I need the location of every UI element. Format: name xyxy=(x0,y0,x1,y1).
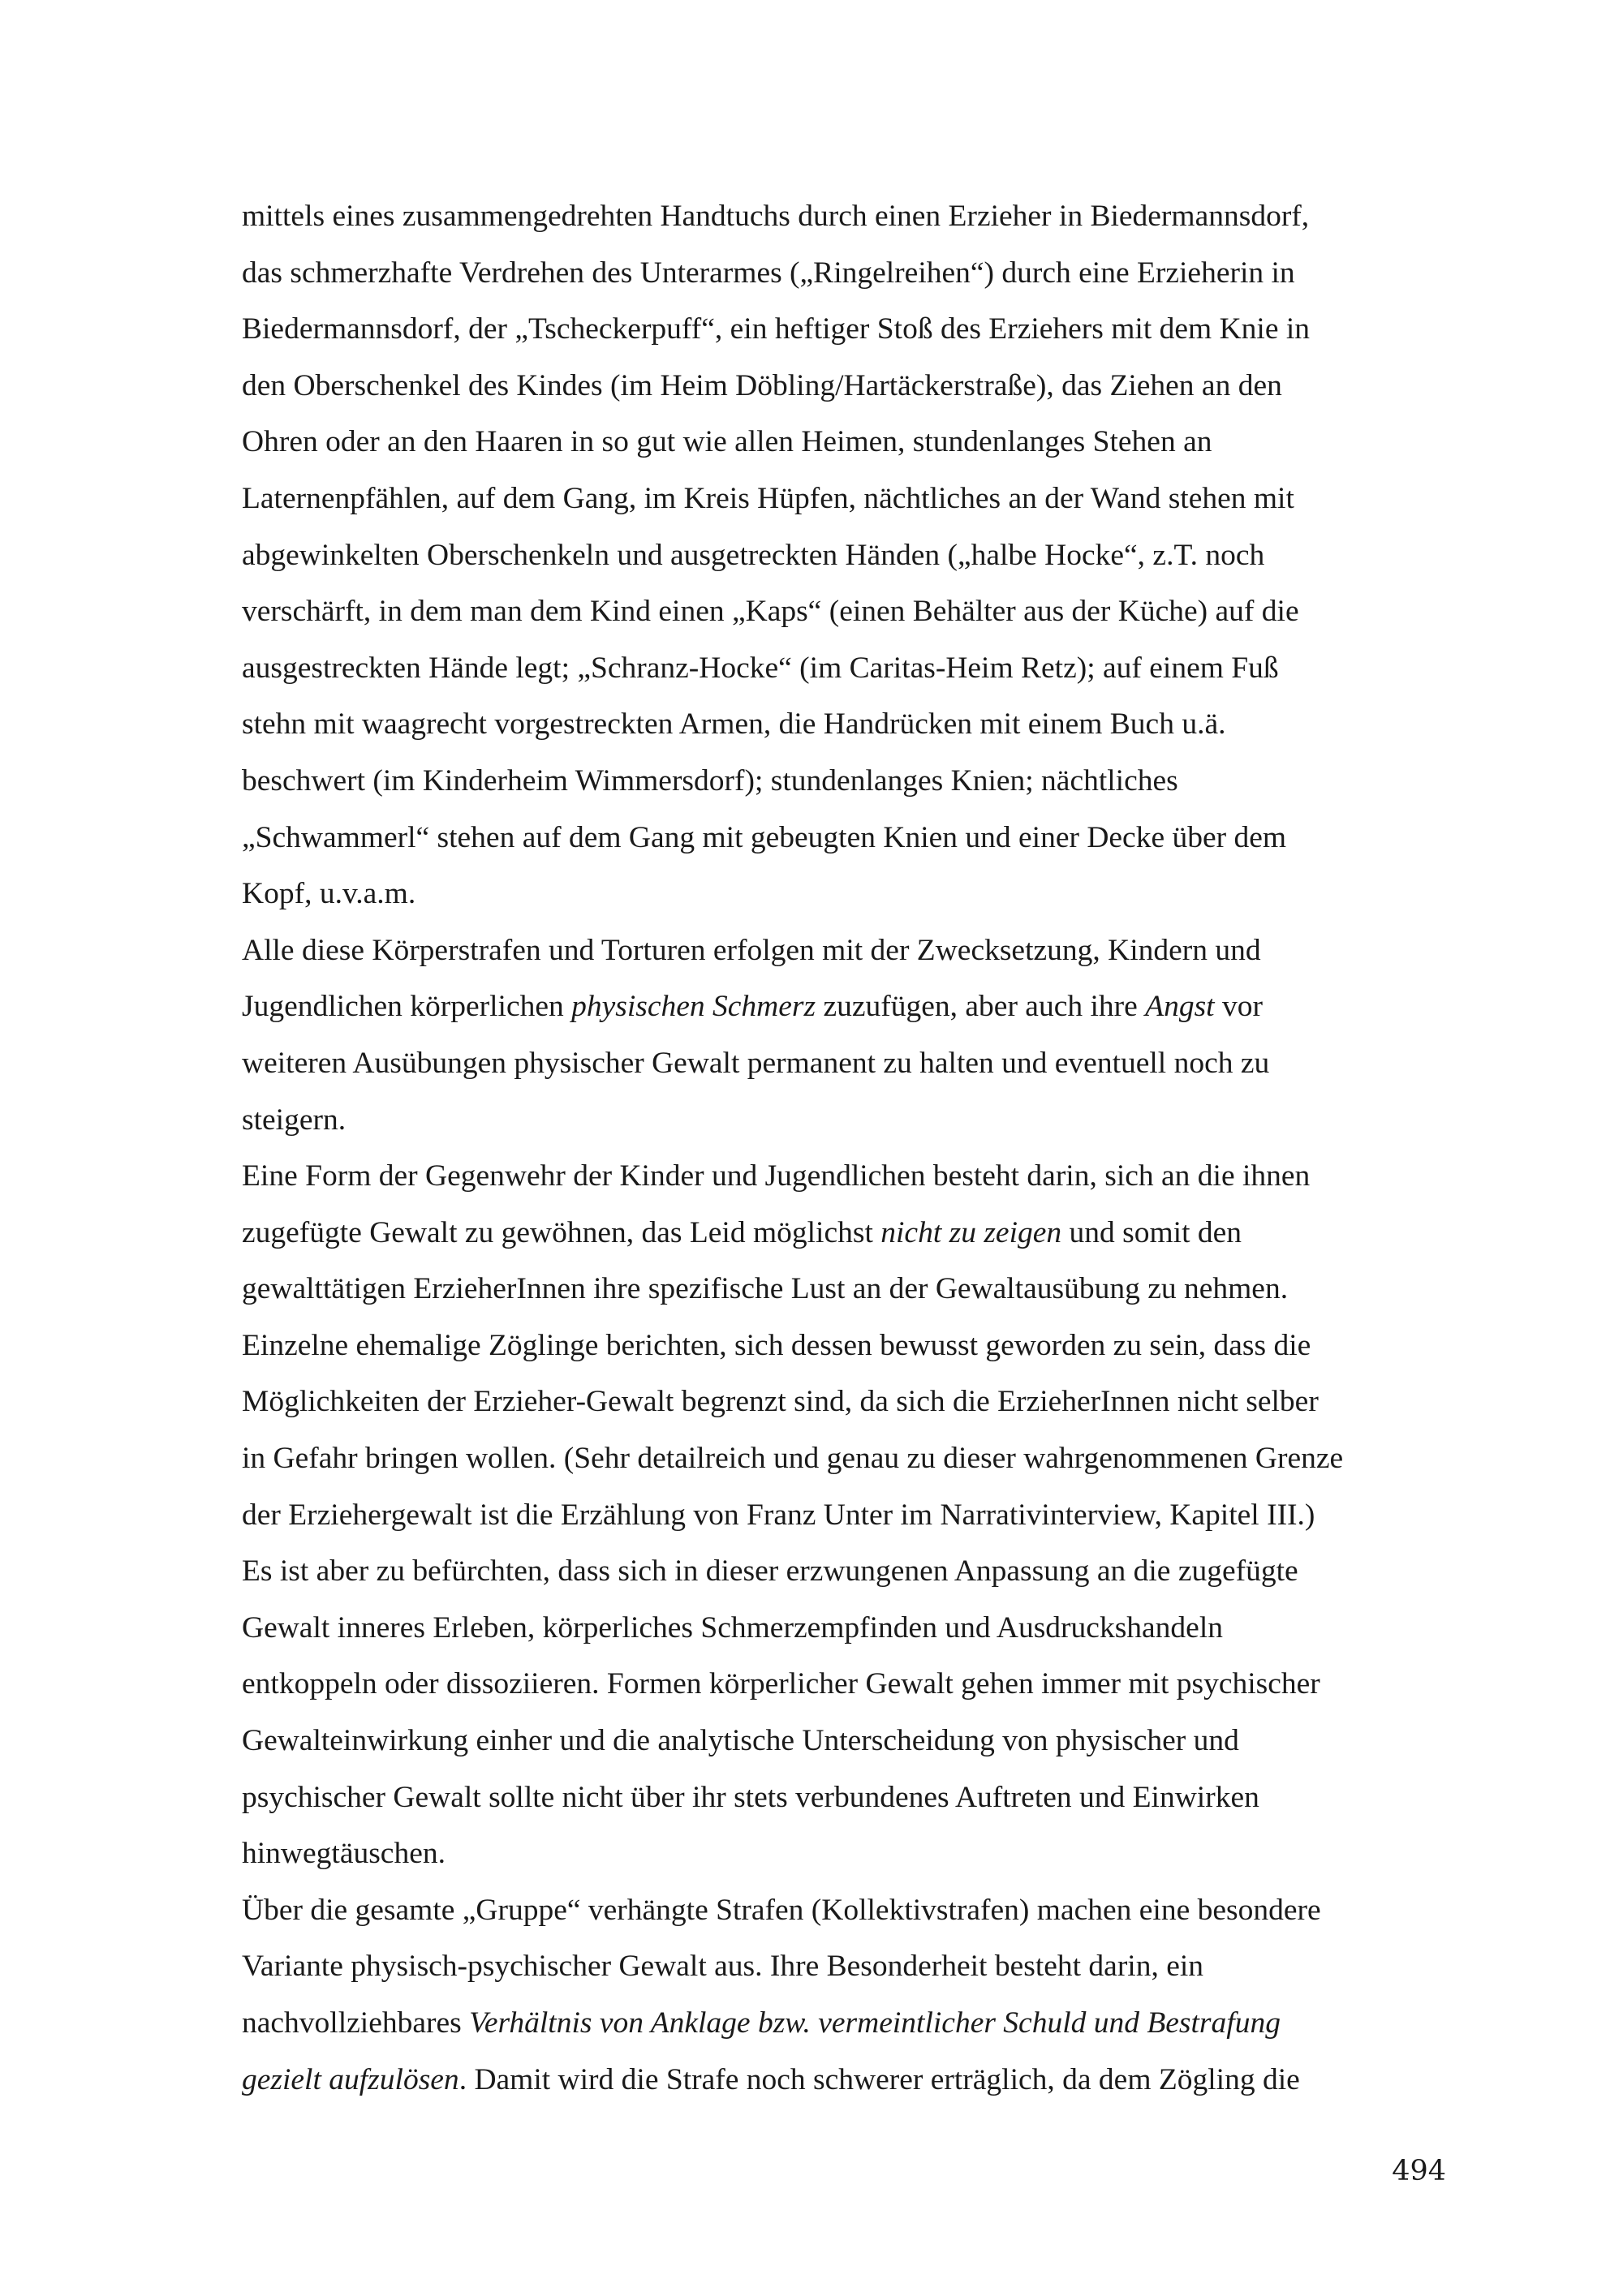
text-line xyxy=(242,866,1441,922)
text-line xyxy=(242,1882,1441,1939)
text-line xyxy=(242,1035,1441,1092)
text-line xyxy=(242,1374,1441,1430)
text-run: gewalttätigen ErzieherInnen ihre spezifische Lust an der Gewaltausübung zu nehmen. xyxy=(242,1272,1289,1306)
text-run: hinwegtäuschen. xyxy=(242,1837,446,1871)
text-run: weiteren Ausübungen physischer Gewalt permanent zu halten und eventuell noch zu xyxy=(242,1046,1270,1080)
text-line xyxy=(242,301,1441,358)
text-line xyxy=(242,1318,1441,1374)
text-run: Biedermannsdorf, der „Tscheckerpuff“, ein heftiger Stoß des Erziehers mit dem Knie in xyxy=(242,312,1311,346)
text-run: den Oberschenkel des Kindes (im Heim Döbling/Hartäckerstraße), das Ziehen an den xyxy=(242,368,1282,402)
text-run: . Damit wird die Strafe noch schwerer erträglich, da dem Zögling die xyxy=(458,2062,1300,2096)
text-run: in Gefahr bringen wollen. (Sehr detailreich und genau zu dieser wahrgenommenen Grenze xyxy=(242,1442,1344,1476)
text-line xyxy=(242,753,1441,810)
text-line xyxy=(242,1656,1441,1713)
text-line xyxy=(242,1825,1441,1882)
text-run: vor xyxy=(1214,990,1263,1024)
text-line xyxy=(242,1713,1441,1769)
text-run: nachvollziehbares xyxy=(242,2006,470,2040)
text-run: Es ist aber zu befürchten, dass sich in dieser erzwungenen Anpassung an die zugefügte xyxy=(242,1554,1298,1589)
text-run: abgewinkelten Oberschenkeln und ausgetreckten Händen („halbe Hocke“, z.T. noch xyxy=(242,538,1265,572)
text-run: Jugendlichen körperlichen xyxy=(242,990,572,1024)
text-run: Variante physisch-psychischer Gewalt aus. Ihre Besonderheit besteht darin, ein xyxy=(242,1950,1204,1984)
text-run: entkoppeln oder dissoziieren. Formen körperlicher Gewalt gehen immer mit psychischer xyxy=(242,1667,1320,1701)
text-run: Über die gesamte „Gruppe“ verhängte Strafen (Kollektivstrafen) machen eine besondere xyxy=(242,1893,1321,1927)
text-line xyxy=(242,188,1441,245)
text-line xyxy=(242,1430,1441,1487)
text-run: psychischer Gewalt sollte nicht über ihr stets verbundenes Auftreten und Einwirken xyxy=(242,1780,1259,1814)
text-line xyxy=(242,1261,1441,1318)
text-run: und somit den xyxy=(1061,1215,1242,1249)
text-run: „Schwammerl“ stehen auf dem Gang mit gebeugten Knien und einer Decke über dem xyxy=(242,820,1287,854)
page-number: 494 xyxy=(1392,2155,1446,2187)
text-run: das schmerzhafte Verdrehen des Unterarmes („Ringelreihen“) durch eine Erzieherin in xyxy=(242,256,1295,290)
text-line xyxy=(242,1938,1441,1995)
italic-text: nicht zu zeigen xyxy=(880,1215,1062,1249)
text-line xyxy=(242,1543,1441,1600)
text-line xyxy=(242,922,1441,979)
text-run: beschwert (im Kinderheim Wimmersdorf); stundenlanges Knien; nächtliches xyxy=(242,763,1178,798)
text-run: ausgestreckten Hände legt; „Schranz-Hocke“ (im Caritas-Heim Retz); auf einem Fuß xyxy=(242,651,1279,685)
text-run: Laternenpfählen, auf dem Gang, im Kreis Hüpfen, nächtliches an der Wand stehen mit xyxy=(242,481,1294,515)
text-run: Alle diese Körperstrafen und Torturen erfolgen mit der Zwecksetzung, Kindern und xyxy=(242,933,1261,967)
italic-text: Angst xyxy=(1145,990,1215,1024)
text-run: Möglichkeiten der Erzieher-Gewalt begrenzt sind, da sich die ErzieherInnen nicht selber xyxy=(242,1385,1319,1419)
text-run: Ohren oder an den Haaren in so gut wie allen Heimen, stundenlanges Stehen an xyxy=(242,425,1212,459)
text-line xyxy=(242,1487,1441,1544)
text-line xyxy=(242,810,1441,866)
italic-text: gezielt aufzulösen xyxy=(242,2062,459,2096)
body-text xyxy=(242,188,1441,2108)
text-line xyxy=(242,640,1441,697)
text-line xyxy=(242,696,1441,753)
text-line xyxy=(242,583,1441,640)
text-run: mittels eines zusammengedrehten Handtuchs durch einen Erzieher in Biedermannsdorf, xyxy=(242,200,1310,233)
italic-text: physischen Schmerz xyxy=(571,990,816,1024)
text-line xyxy=(242,1600,1441,1657)
text-run: Einzelne ehemalige Zöglinge berichten, sich dessen bewusst geworden zu sein, dass die xyxy=(242,1328,1311,1362)
italic-text: Verhältnis von Anklage bzw. vermeintlicher Schuld und Bestrafung xyxy=(469,2006,1281,2040)
text-line xyxy=(242,1769,1441,1826)
text-line xyxy=(242,1205,1441,1262)
text-run: stehn mit waagrecht vorgestreckten Armen, die Handrücken mit einem Buch u.ä. xyxy=(242,707,1226,742)
text-run: verschärft, in dem man dem Kind einen „Kaps“ (einen Behälter aus der Küche) auf die xyxy=(242,595,1299,629)
text-run: zugefügte Gewalt zu gewöhnen, das Leid möglichst xyxy=(242,1215,881,1249)
text-run: Gewalt inneres Erleben, körperliches Schmerzempfinden und Ausdruckshandeln xyxy=(242,1610,1223,1645)
text-line xyxy=(242,978,1441,1035)
text-line xyxy=(242,1995,1441,2052)
text-run: zuzufügen, aber auch ihre xyxy=(816,990,1146,1024)
text-run: Eine Form der Gegenwehr der Kinder und Jugendlichen besteht darin, sich an die ihnen xyxy=(242,1159,1311,1193)
text-line xyxy=(242,527,1441,584)
text-line xyxy=(242,1148,1441,1205)
text-run: steigern. xyxy=(242,1103,347,1137)
text-run: der Erziehergewalt ist die Erzählung von Franz Unter im Narrativinterview, Kapitel III.) xyxy=(242,1498,1315,1532)
text-line xyxy=(242,414,1441,471)
text-line xyxy=(242,245,1441,302)
text-line xyxy=(242,2052,1441,2109)
text-line xyxy=(242,471,1441,527)
text-run: Gewalteinwirkung einher und die analytische Unterscheidung von physischer und xyxy=(242,1724,1239,1758)
text-run: Kopf, u.v.a.m. xyxy=(242,877,416,911)
text-line xyxy=(242,1092,1441,1149)
text-line xyxy=(242,358,1441,415)
